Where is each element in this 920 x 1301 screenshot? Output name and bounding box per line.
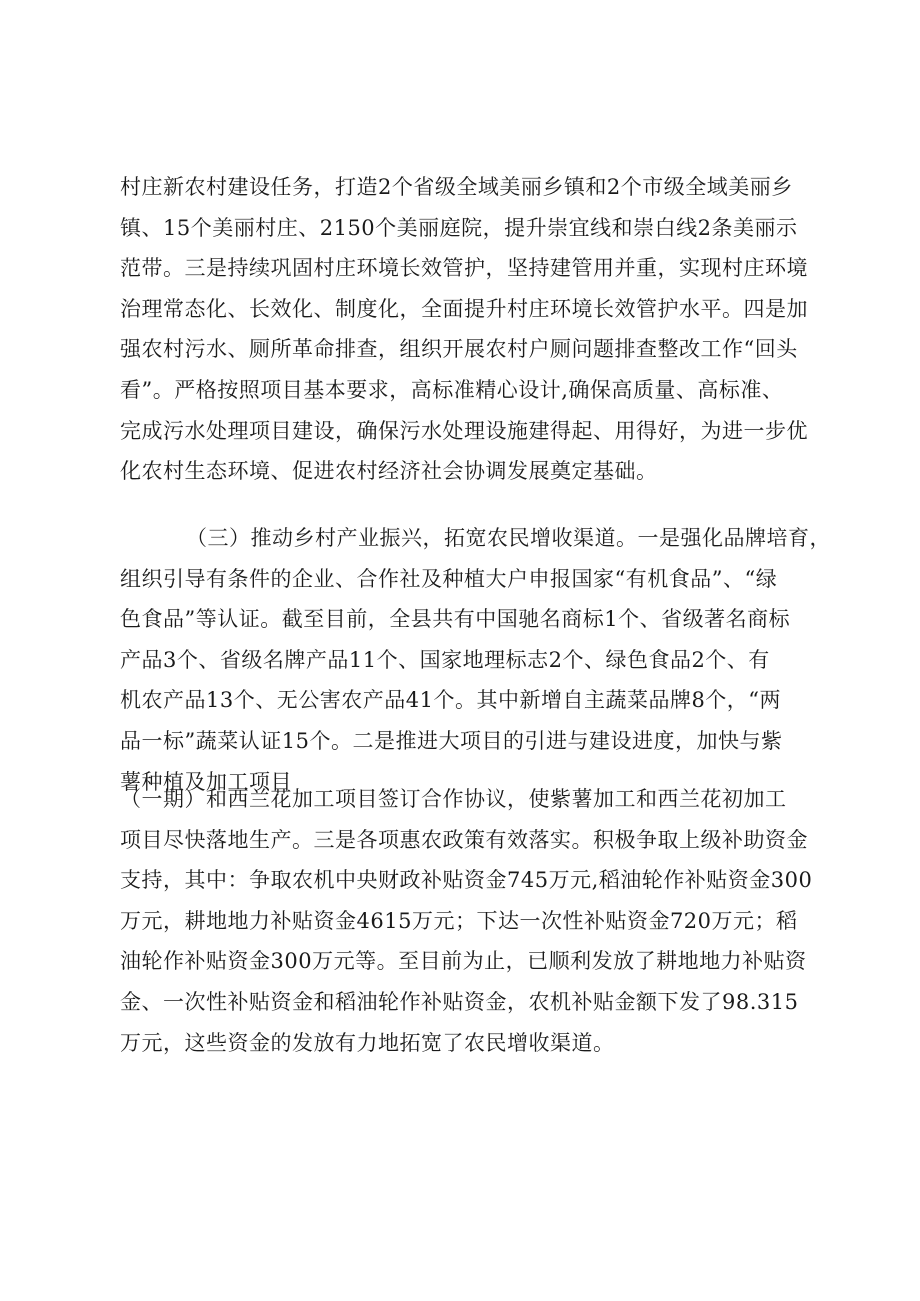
text-line: 色食品”等认证。截至目前，全县共有中国驰名商标1个、省级著名商标 bbox=[120, 607, 791, 632]
text-line: 化农村生态环境、促进农村经济社会协调发展奠定基础。 bbox=[120, 459, 658, 484]
text-line: 万元，耕地地力补贴资金4615万元；下达一次性补贴资金720万元；稻 bbox=[120, 908, 798, 933]
paragraph-industry-revitalization bbox=[120, 518, 831, 802]
text-line: 支持，其中：争取农机中央财政补贴资金745万元,稻油轮作补贴资金300 bbox=[120, 868, 813, 893]
text-line: （一期）和西兰花加工项目签订合作协议，使紫薯加工和西兰花初加工 bbox=[120, 787, 787, 811]
paragraph-subsidy-policy bbox=[120, 779, 813, 1063]
text-line: 组织引导有条件的企业、合作社及种植大户申报国家“有机食品”、“绿 bbox=[120, 566, 778, 591]
text-line: 品一标”蔬菜认证15个。二是推进大项目的引进与建设进度，加快与紫 bbox=[120, 728, 783, 753]
text-line: 油轮作补贴资金300万元等。至目前为止，已顺利发放了耕地地力补贴资 bbox=[120, 949, 807, 974]
text-line: 金、一次性补贴资金和稻油轮作补贴资金，农机补贴金额下发了98.315 bbox=[120, 989, 799, 1014]
text-line: 强农村污水、厕所革命排查，组织开展农村户厕问题排查整改工作“回头 bbox=[120, 337, 798, 362]
paragraph-continuation bbox=[120, 167, 810, 492]
text-line: 范带。三是持续巩固村庄环境长效管护，坚持建管用并重，实现村庄环境 bbox=[120, 256, 808, 281]
text-line: 万元，这些资金的发放有力地拓宽了农民增收渠道。 bbox=[120, 1030, 615, 1055]
text-line: 镇、15个美丽村庄、2150个美丽庭院，提升崇宜线和崇白线2条美丽示 bbox=[120, 215, 798, 240]
text-line-indented: （三）推动乡村产业振兴，拓宽农民增收渠道。一是强化品牌培育， bbox=[186, 526, 831, 550]
text-line: 治理常态化、长效化、制度化，全面提升村庄环境长效管护水平。四是加 bbox=[120, 296, 808, 321]
text-line: 看”。严格按照项目基本要求，高标准精心设计,确保高质量、高标准、 bbox=[120, 377, 784, 402]
text-line: 机农产品13个、无公害农产品41个。其中新增自主蔬菜品牌8个，“两 bbox=[120, 688, 782, 713]
text-line: 项目尽快落地生产。三是各项惠农政策有效落实。积极争取上级补助资金 bbox=[120, 827, 808, 852]
text-line: 完成污水处理项目建设，确保污水处理设施建得起、用得好，为进一步优 bbox=[120, 418, 808, 443]
text-line: 产品3个、省级名牌产品11个、国家地理标志2个、绿色食品2个、有 bbox=[120, 647, 770, 672]
text-line: 薯种植及加工项目 bbox=[120, 769, 292, 794]
text-line: 村庄新农村建设任务，打造2个省级全域美丽乡镇和2个市级全域美丽乡 bbox=[120, 175, 793, 199]
